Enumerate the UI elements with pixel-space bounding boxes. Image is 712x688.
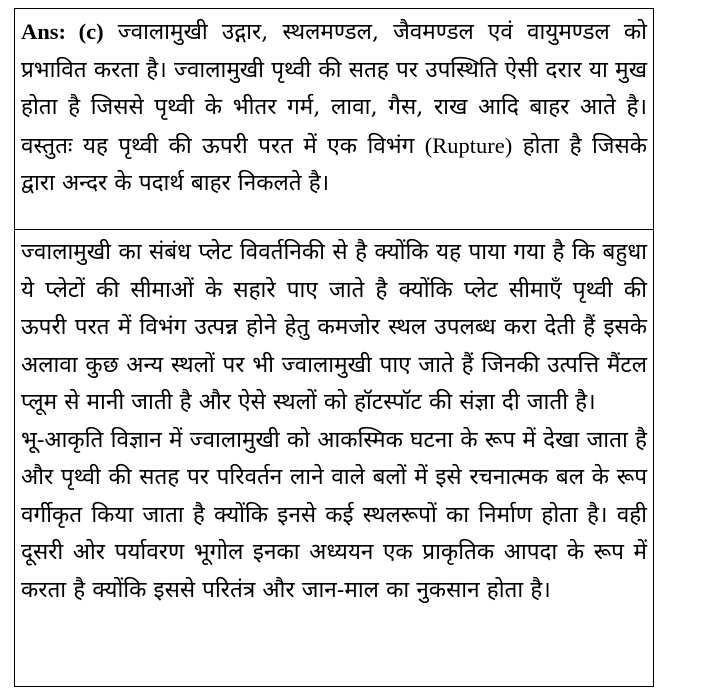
answer-box bbox=[14, 8, 654, 230]
explanation-paragraph-1: ज्वालामुखी का संबंध प्लेट विवर्तनिकी से है क्योंकि यह पाया गया है कि बहुधा ये प्लेटों की सीमाओं के सहारे पाए जाते है क्योंकि प्लेट सीमाएँ पृथ्वी की ऊपरी परत में विभंग उत्पन्न होने हेतु कमजोर स्थल उपलब्ध करा देती हैं इसके अलावा कुछ अन्य स्थलों पर भी ज्वालामुखी पाए जाते हैं जिनकी उत्पत्ति मैंटल प्लूम से मानी जाती है और ऐसे स्थलों को हॉटस्पॉट की संज्ञा दी जाती है। bbox=[21, 239, 647, 415]
answer-paragraph bbox=[21, 13, 647, 203]
answer-latin-term: (Rupture) bbox=[424, 132, 513, 158]
answer-label: Ans: (c) bbox=[21, 19, 104, 44]
answer-text-before: ज्वालामुखी उद्गार, स्थलमण्डल, जैवमण्डल एवं वायुमण्डल को प्रभावित करता है। ज्वालामुखी पृथ्वी की सतह पर उपस्थिति ऐसी दरार या मुख होता है जिससे पृथ्वी के भीतर गर्म, लावा, गैस, राख आदि बाहर आते है। वस्तुतः यह पृथ्वी की ऊपरी परत में एक विभंग bbox=[21, 19, 648, 159]
answer-text-after: होता है जिसके द्वारा अन्दर के पदार्थ बाहर निकलते है। bbox=[21, 132, 647, 196]
explanation-paragraph-2: भू-आकृति विज्ञान में ज्वालामुखी को आकस्मिक घटना के रूप में देखा जाता है और पृथ्वी की सतह पर परिवर्तन लाने वाले बलों में इसे रचनात्मक बल के रूप वर्गीकृत किया जाता है क्योंकि इनसे कई स्थलरूपों का निर्माण होता है। वही दूसरी ओर पर्यावरण भूगोल इनका अध्ययन एक प्राकृतिक आपदा के रूप में करता है क्योंकि इससे परितंत्र और जान-माल का नुकसान होता है। bbox=[21, 426, 647, 603]
explanation-box bbox=[14, 229, 654, 687]
